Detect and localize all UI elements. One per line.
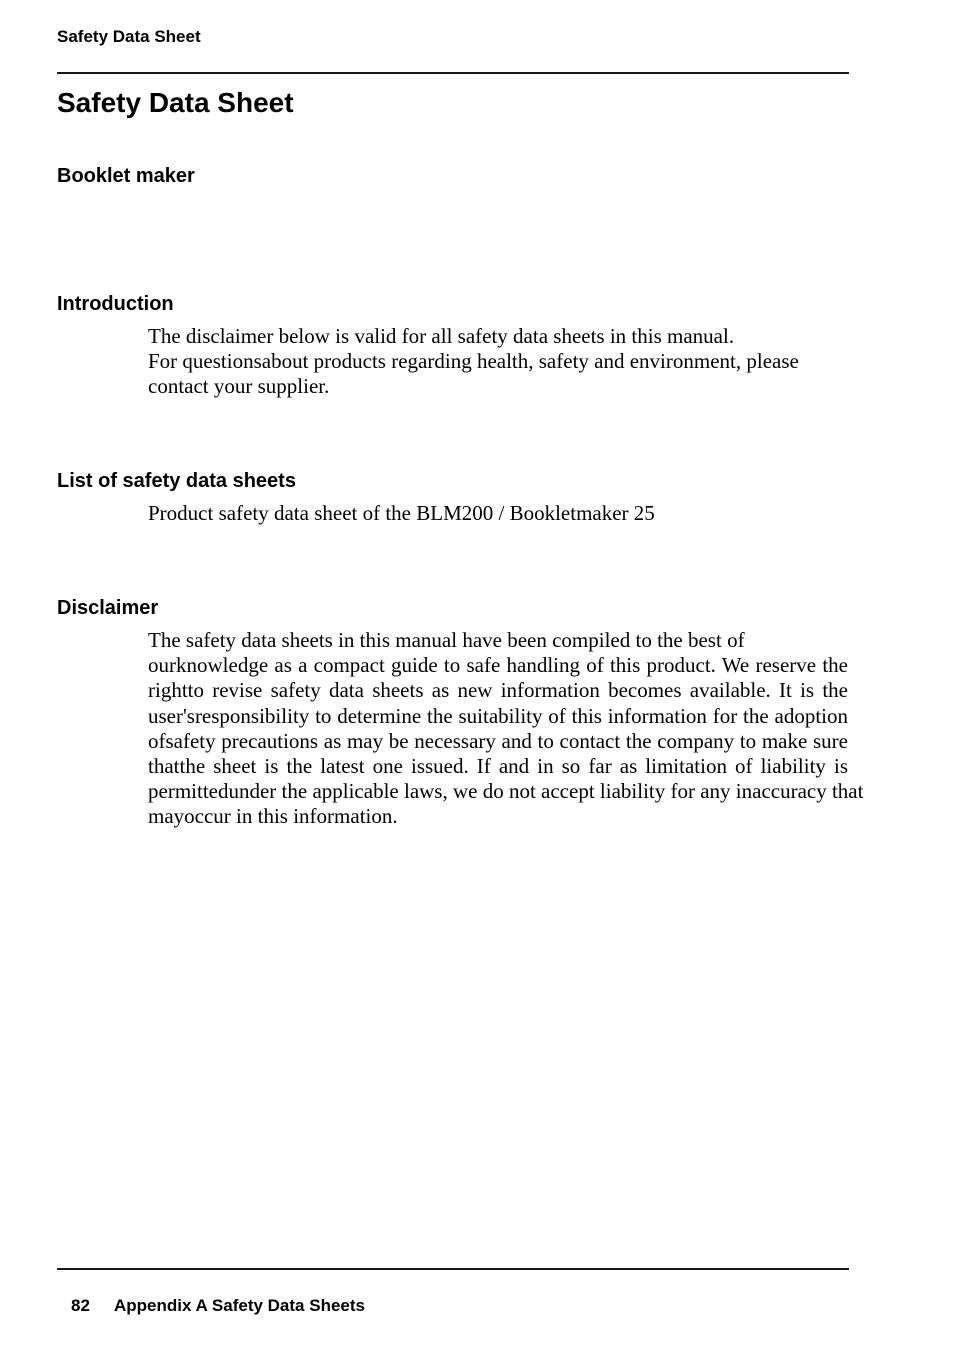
list-paragraph	[148, 501, 848, 526]
section-heading-list-of-sheets: List of safety data sheets	[57, 470, 296, 492]
disclaimer-line: ourknowledge as a compact guide to safe handling of this product. We reserve the	[148, 653, 848, 678]
disclaimer-line: mayoccur in this information.	[148, 804, 398, 829]
list-line: Product safety data sheet of the BLM200 / Bookletmaker 25	[148, 501, 655, 525]
header-divider	[57, 72, 849, 74]
introduction-line: The disclaimer below is valid for all safety data sheets in this manual.	[148, 324, 735, 348]
disclaimer-line: permittedunder the applicable laws, we do not accept liability for any inaccuracy that	[148, 779, 864, 804]
introduction-line: contact your supplier.	[148, 374, 330, 399]
section-heading-disclaimer: Disclaimer	[57, 597, 159, 619]
page-number: 82	[71, 1296, 90, 1315]
disclaimer-line: rightto revise safety data sheets as new information becomes available. It is the	[148, 678, 848, 703]
disclaimer-line: The safety data sheets in this manual have been compiled to the best of	[148, 628, 745, 652]
introduction-line: For questionsabout products regarding health, safety and environment, please	[148, 349, 799, 374]
section-heading-booklet-maker: Booklet maker	[57, 165, 195, 187]
disclaimer-line: thatthe sheet is the latest one issued. If and in so far as limitation of liability is	[148, 754, 848, 779]
running-header: Safety Data Sheet	[57, 27, 201, 46]
footer-divider	[57, 1268, 849, 1270]
disclaimer-paragraph	[148, 628, 864, 830]
disclaimer-line: ofsafety precautions as may be necessary and to contact the company to make sure	[148, 728, 848, 753]
disclaimer-line: user'sresponsibility to determine the suitability of this information for the adoption	[148, 703, 848, 728]
page-title: Safety Data Sheet	[57, 87, 294, 118]
introduction-paragraph	[148, 324, 848, 400]
footer-title: Appendix A Safety Data Sheets	[114, 1296, 365, 1315]
section-heading-introduction: Introduction	[57, 293, 174, 315]
